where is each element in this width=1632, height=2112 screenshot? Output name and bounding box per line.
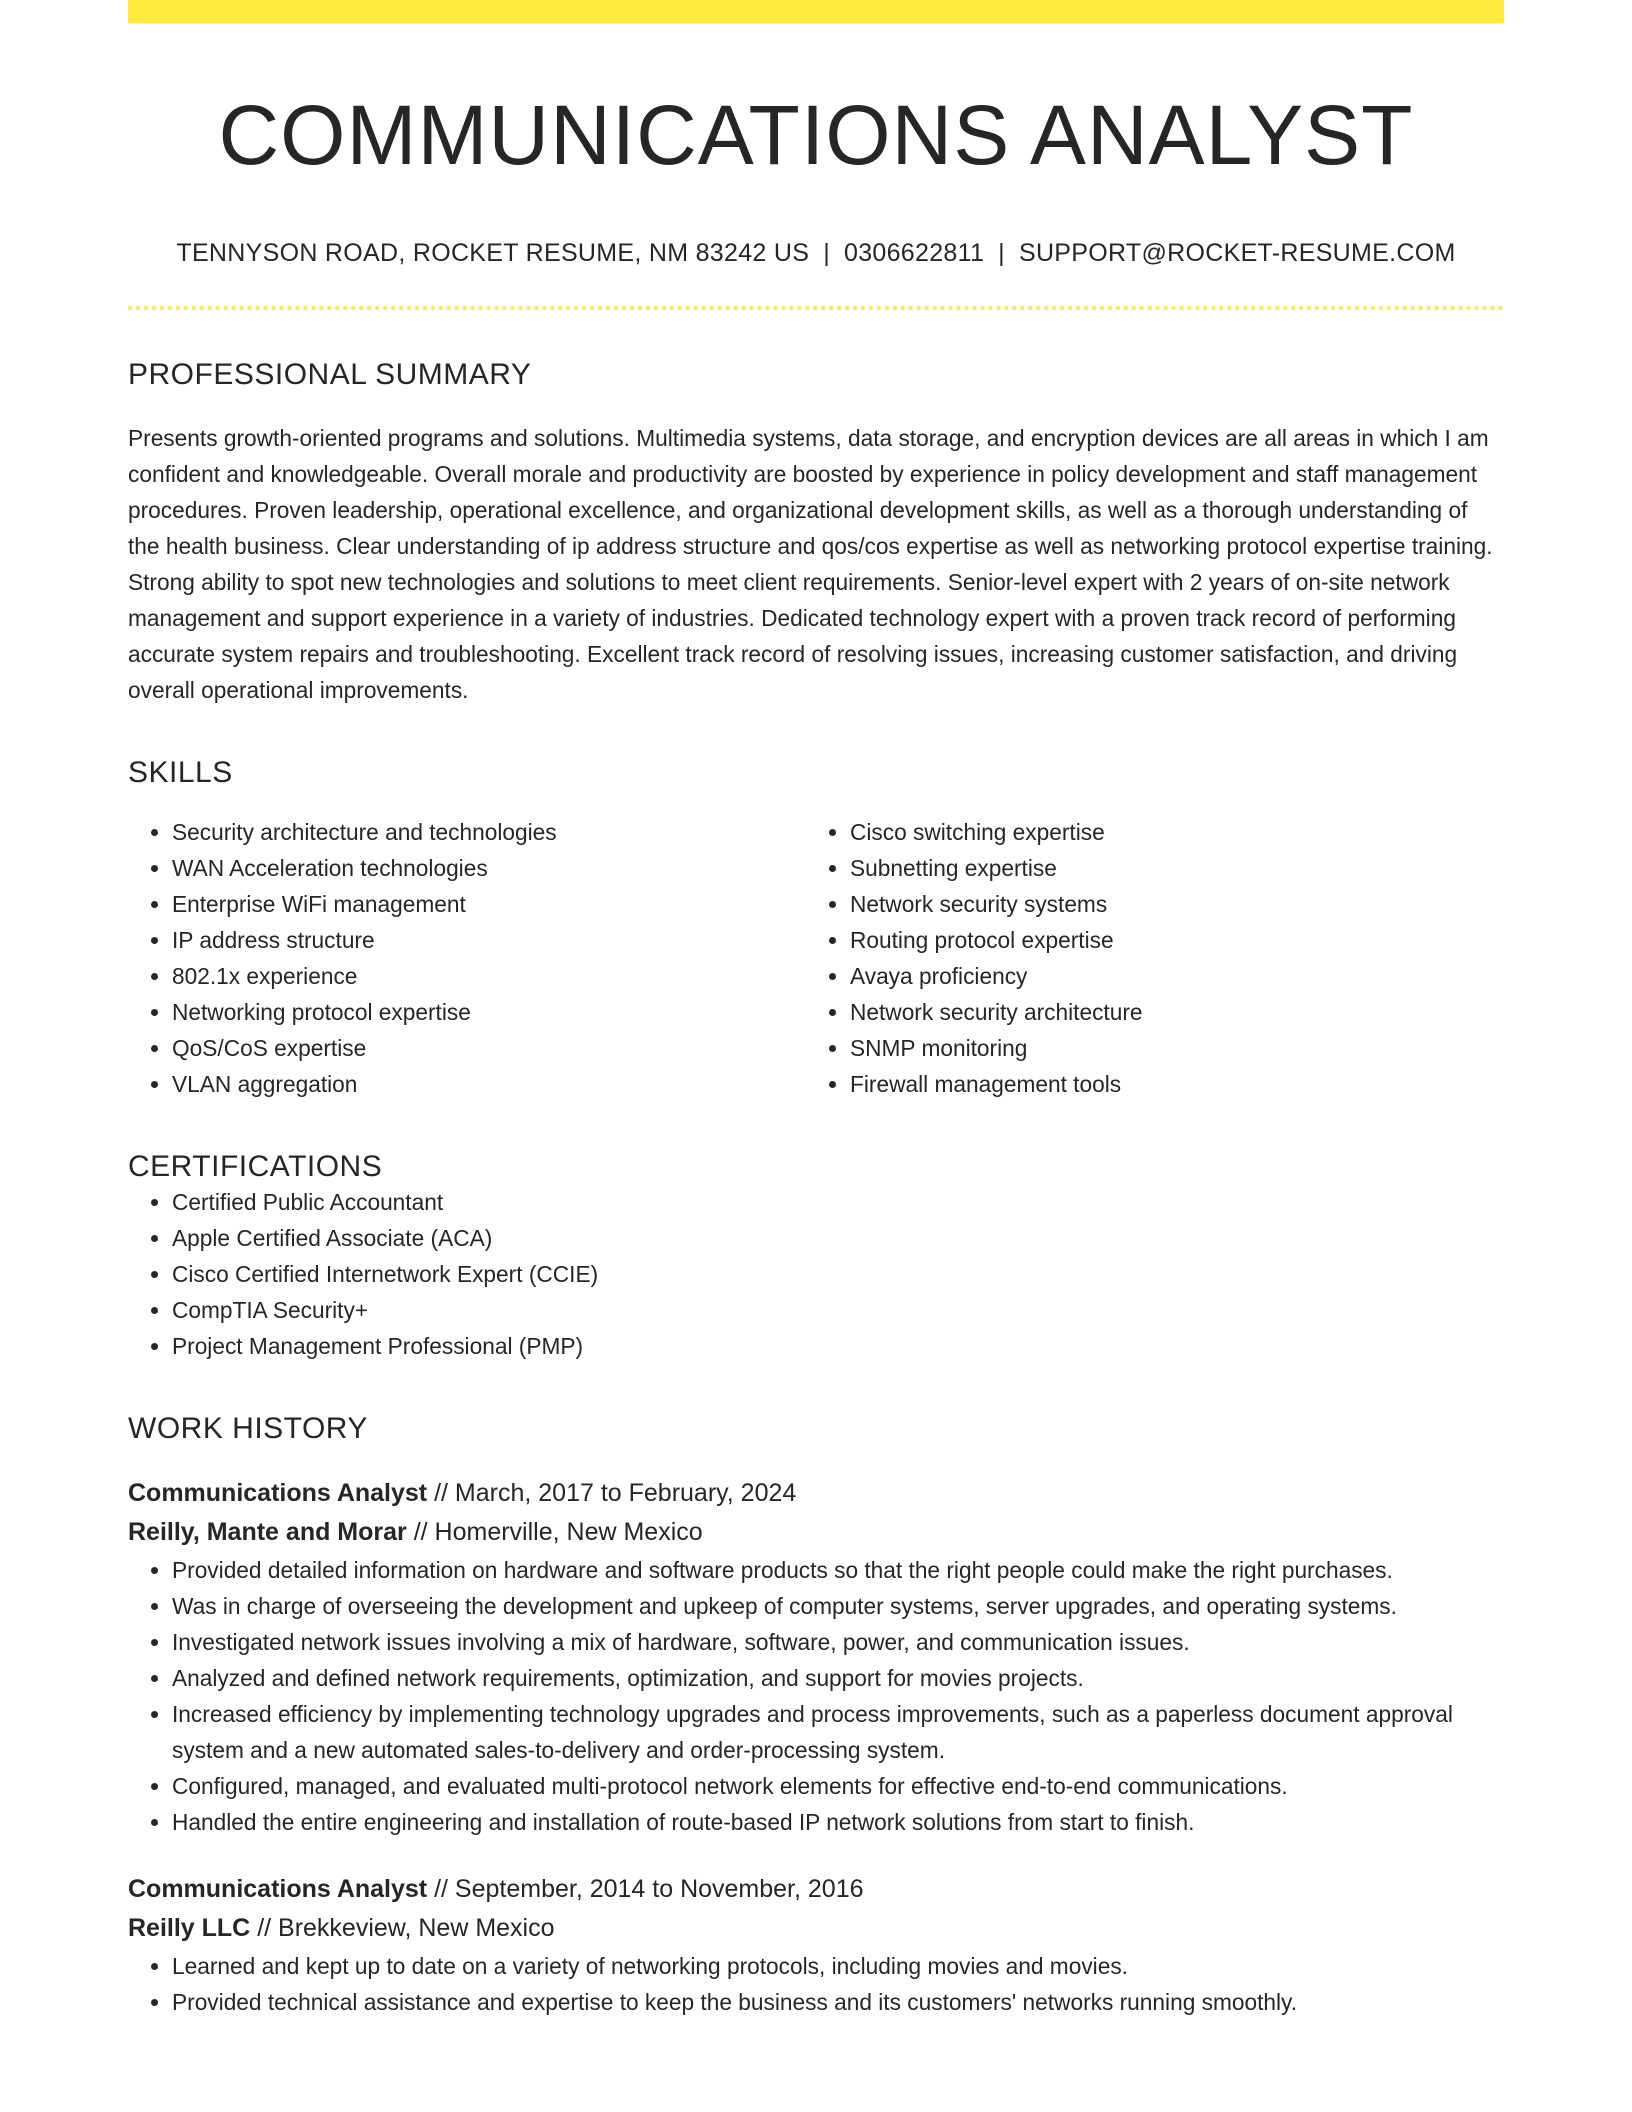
- certification-item: • Cisco Certified Internetwork Expert (CCIE): [172, 1256, 1504, 1292]
- contact-line: [128, 239, 1504, 268]
- job-bullet: • Analyzed and defined network requirements, optimization, and support for movies projects.: [172, 1660, 1504, 1696]
- job-company-line: [128, 1513, 1504, 1552]
- skill-item: • 802.1x experience: [172, 958, 806, 994]
- skill-item: • QoS/CoS expertise: [172, 1030, 806, 1066]
- skill-item: • Enterprise WiFi management: [172, 886, 806, 922]
- skill-item: • SNMP monitoring: [850, 1030, 1484, 1066]
- job-entry: [128, 1474, 1504, 1840]
- resume-page: [128, 0, 1504, 2020]
- skill-item: • Subnetting expertise: [850, 850, 1484, 886]
- certification-item: • Project Management Professional (PMP): [172, 1328, 1504, 1364]
- dotted-divider: [128, 306, 1504, 310]
- skills-list-right: [806, 814, 1484, 1102]
- certification-item: • CompTIA Security+: [172, 1292, 1504, 1328]
- certifications-title: CERTIFICATIONS: [128, 1150, 383, 1184]
- job-bullet-list: [128, 1948, 1504, 2020]
- job-company: Reilly, Mante and Morar: [128, 1518, 407, 1547]
- top-accent-bar: [128, 0, 1504, 23]
- skill-item: • Routing protocol expertise: [850, 922, 1484, 958]
- contact-address: TENNYSON ROAD, ROCKET RESUME, NM 83242 US: [176, 239, 810, 268]
- job-role-line: [128, 1474, 1504, 1513]
- job-location: // Homerville, New Mexico: [406, 1518, 703, 1547]
- summary-title: PROFESSIONAL SUMMARY: [128, 358, 532, 392]
- job-bullet: • Increased efficiency by implementing technology upgrades and process improvements, such as a paperless document approval system and a new automated sales-to-delivery and order-processing system.: [172, 1696, 1504, 1768]
- job-bullet: • Provided technical assistance and expertise to keep the business and its customers' networks running smoothly.: [172, 1984, 1504, 2020]
- work-history-title: WORK HISTORY: [128, 1412, 368, 1446]
- job-bullet: • Was in charge of overseeing the development and upkeep of computer systems, server upgrades, and operating systems.: [172, 1588, 1504, 1624]
- job-bullet: • Investigated network issues involving a mix of hardware, software, power, and communication issues.: [172, 1624, 1504, 1660]
- skill-item: • VLAN aggregation: [172, 1066, 806, 1102]
- skill-item: • Security architecture and technologies: [172, 814, 806, 850]
- skills-column-left: [128, 814, 806, 1102]
- job-company-line: [128, 1909, 1504, 1948]
- contact-separator: |: [823, 239, 830, 268]
- certification-item: • Certified Public Accountant: [172, 1184, 1504, 1220]
- certifications-list: [128, 1184, 1504, 1364]
- skills-title: SKILLS: [128, 756, 233, 790]
- job-entry: [128, 1870, 1504, 2020]
- skills-grid: [128, 814, 1504, 1102]
- job-dates: // September, 2014 to November, 2016: [427, 1875, 864, 1904]
- resume-name: COMMUNICATIONS ANALYST: [218, 88, 1414, 182]
- skill-item: • IP address structure: [172, 922, 806, 958]
- job-dates: // March, 2017 to February, 2024: [427, 1479, 797, 1508]
- job-role-line: [128, 1870, 1504, 1909]
- job-bullet: • Handled the entire engineering and installation of route-based IP network solutions from start to finish.: [172, 1804, 1504, 1840]
- job-location: // Brekkeview, New Mexico: [250, 1914, 555, 1943]
- summary-text: Presents growth-oriented programs and solutions. Multimedia systems, data storage, and encryption devices are all areas in which I am confident and knowledgeable. Overall morale and productivity are boosted by experience in policy development and staff management procedures. Proven leadership, operational excellence, and organizational development skills, as well as a thorough understanding of the health business. Clear understanding of ip address structure and qos/cos expertise as well as networking protocol expertise training. Strong ability to spot new technologies and solutions to meet client requirements. Senior-level expert with 2 years of on-site network management and support experience in a variety of industries. Dedicated technology expert with a proven track record of performing accurate system repairs and troubleshooting. Excellent track record of resolving issues, increasing customer satisfaction, and driving overall operational improvements.: [128, 425, 1493, 704]
- skill-item: • Network security architecture: [850, 994, 1484, 1030]
- job-bullet-list: [128, 1552, 1504, 1840]
- skill-item: • Avaya proficiency: [850, 958, 1484, 994]
- skill-item: • Cisco switching expertise: [850, 814, 1484, 850]
- skill-item: • Network security systems: [850, 886, 1484, 922]
- contact-phone[interactable]: 0306622811: [843, 239, 985, 268]
- contact-separator: |: [998, 239, 1005, 268]
- job-bullet: • Learned and kept up to date on a variety of networking protocols, including movies and movies.: [172, 1948, 1504, 1984]
- contact-email[interactable]: SUPPORT@ROCKET-RESUME.COM: [1018, 239, 1456, 268]
- job-role: Communications Analyst: [128, 1875, 428, 1904]
- skill-item: • Firewall management tools: [850, 1066, 1484, 1102]
- job-bullet: • Provided detailed information on hardware and software products so that the right people could make the right purchases.: [172, 1552, 1504, 1588]
- skill-item: • WAN Acceleration technologies: [172, 850, 806, 886]
- job-bullet: • Configured, managed, and evaluated multi-protocol network elements for effective end-to-end communications.: [172, 1768, 1504, 1804]
- skill-item: • Networking protocol expertise: [172, 994, 806, 1030]
- job-company: Reilly LLC: [128, 1914, 251, 1943]
- job-role: Communications Analyst: [128, 1479, 428, 1508]
- certification-item: • Apple Certified Associate (ACA): [172, 1220, 1504, 1256]
- skills-list-left: [128, 814, 806, 1102]
- skills-column-right: [806, 814, 1484, 1102]
